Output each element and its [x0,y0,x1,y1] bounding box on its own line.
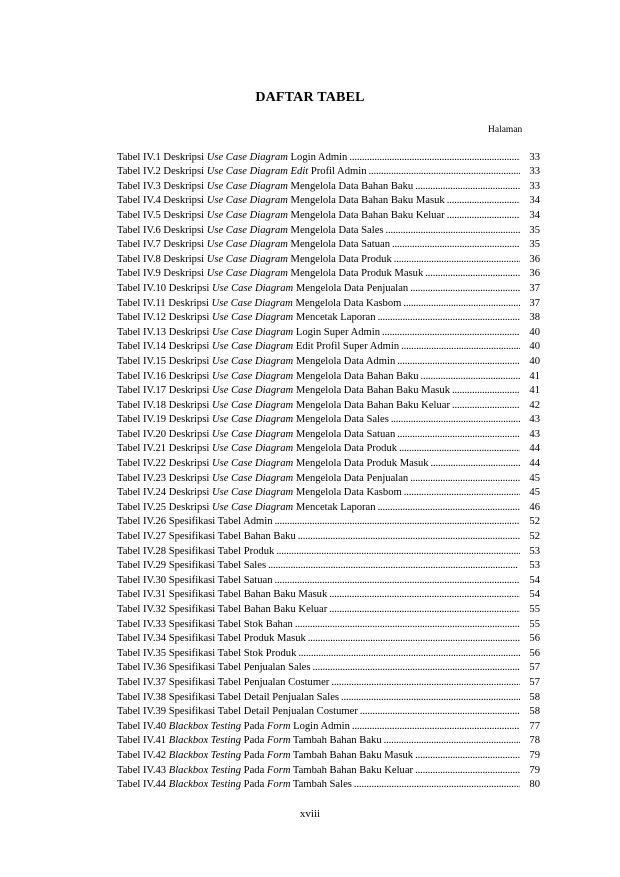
toc-entry-page: 58 [529,691,540,703]
toc-entry-title [117,371,419,383]
dot-leader [447,195,520,207]
toc-entry-text: Pada [241,764,267,776]
toc-entry-text: Tabel IV.22 Deskripsi [117,458,212,470]
toc-entry-text: Tabel IV.33 Spesifikasi Tabel Stok Bahan [117,618,293,630]
toc-entry-text: Tabel IV.8 Deskripsi [117,253,207,265]
dot-leader [404,487,520,499]
toc-entry-italic-term: Use Case Diagram Edit [206,166,309,178]
toc-entry-italic-term: Use Case Diagram [206,195,288,207]
toc-entry[interactable] [117,689,540,704]
toc-entry-text: Login Admin [290,720,350,732]
dot-leader [312,662,520,674]
toc-entry-title [117,283,408,295]
toc-entry-text: Mengelola Data Bahan Baku [287,180,414,192]
dot-leader [415,750,520,762]
toc-entry[interactable] [117,704,540,719]
toc-entry-page: 53 [529,545,540,557]
dot-leader [369,166,521,178]
toc-entry[interactable] [117,266,540,281]
toc-entry[interactable] [117,470,540,485]
toc-entry-page: 41 [529,370,540,382]
toc-entry-page: 80 [529,779,540,791]
dot-leader [415,765,520,777]
toc-entry-page: 41 [529,385,540,397]
toc-entry-italic-term: Use Case Diagram [211,414,294,426]
toc-entry-page: 35 [529,224,540,236]
toc-entry-italic-term: Use Case Diagram [211,428,294,440]
toc-entry-text: Tambah Bahan Baku [290,735,382,747]
toc-entry-italic-term: Use Case Diagram [206,224,288,236]
toc-entry-italic-term: Form [266,749,291,761]
toc-entry-italic-term: Blackbox Testing [168,749,242,761]
toc-entry-title [117,473,408,485]
toc-entry-text: Tabel IV.15 Deskripsi [117,355,212,367]
toc-entry-italic-term: Use Case Diagram [206,151,288,163]
toc-entry-title [117,633,306,645]
toc-entry-italic-term: Use Case Diagram [206,180,288,192]
toc-entry-title [117,268,423,280]
toc-entry[interactable] [117,426,540,441]
toc-entry-text: Mengelola Data Admin [293,355,396,367]
toc-entry-italic-term: Use Case Diagram [211,341,294,353]
dot-leader [391,414,520,426]
toc-entry[interactable] [117,485,540,500]
toc-entry-text: Tabel IV.16 Deskripsi [117,370,212,382]
toc-entry-text: Tambah Sales [290,779,352,791]
toc-entry-page: 79 [529,764,540,776]
toc-entry-text: Mengelola Data Bahan Baku Keluar [287,209,445,221]
toc-entry-page: 46 [529,501,540,513]
toc-entry[interactable] [117,368,540,383]
toc-entry-text: Mencetak Laporan [293,312,376,324]
toc-entry-page: 77 [529,720,540,732]
dot-leader [425,268,520,280]
dot-leader [403,298,520,310]
toc-entry-text: Tambah Bahan Baku Masuk [290,749,414,761]
toc-entry-page: 35 [529,239,540,251]
toc-entry-page: 34 [529,209,540,221]
toc-entry-text: Tabel IV.14 Deskripsi [117,341,212,353]
toc-entry-text: Tabel IV.31 Spesifikasi Tabel Bahan Baku Masuk [117,589,328,601]
dot-leader [295,619,520,631]
toc-entry-page: 33 [529,151,540,163]
dot-leader [268,560,520,572]
toc-entry-text: Mengelola Data Produk [287,253,392,265]
toc-entry-page: 56 [529,633,540,645]
toc-entry[interactable] [117,251,540,266]
toc-entry-text: Tabel IV.42 [117,749,169,761]
toc-entry-text: Tabel IV.6 Deskripsi [117,224,207,236]
toc-entry[interactable] [117,674,540,689]
toc-entry-text: Pada [241,720,267,732]
toc-entry-title [117,356,395,368]
toc-entry[interactable] [117,499,540,514]
toc-entry[interactable] [117,149,540,164]
toc-entry-italic-term: Use Case Diagram [211,458,294,470]
toc-entry-italic-term: Use Case Diagram [211,312,294,324]
toc-entry-title [117,210,445,222]
dot-leader [386,225,520,237]
page-number: xviii [299,808,321,820]
dot-leader [421,371,520,383]
toc-entry-page: 56 [529,647,540,659]
toc-entry[interactable] [117,178,540,193]
toc-entry-italic-term: Use Case Diagram [211,385,294,397]
toc-entry[interactable] [117,207,540,222]
toc-entry-page: 43 [529,414,540,426]
toc-entry[interactable] [117,718,540,733]
toc-entry-italic-term: Use Case Diagram [211,355,294,367]
toc-entry-italic-term: Use Case Diagram [206,209,288,221]
toc-entry-text: Tabel IV.2 Deskripsi [117,166,207,178]
toc-entry-page: 54 [529,574,540,586]
dot-leader [298,531,520,543]
toc-entry[interactable] [117,295,540,310]
toc-entry-title [117,400,450,412]
toc-entry[interactable] [117,587,540,602]
toc-entry[interactable] [117,193,540,208]
toc-entry-italic-term: Use Case Diagram [211,326,294,338]
dot-leader [447,210,520,222]
toc-entry-title [117,327,380,339]
toc-entry-text: Mengelola Data Sales [293,414,389,426]
toc-entry-page: 36 [529,253,540,265]
toc-entry[interactable] [117,733,540,748]
toc-entry-italic-term: Blackbox Testing [168,720,242,732]
toc-entry[interactable] [117,601,540,616]
toc-entry-italic-term: Use Case Diagram [211,472,294,484]
toc-entry-page: 54 [529,589,540,601]
toc-entry-italic-term: Use Case Diagram [211,297,293,309]
toc-entry[interactable] [117,572,540,587]
toc-entry[interactable] [117,222,540,237]
toc-entry-title [117,648,296,660]
toc-entry-page: 33 [529,180,540,192]
toc-entry-title [117,312,376,324]
toc-entry-italic-term: Use Case Diagram [206,268,288,280]
toc-entry-italic-term: Form [266,735,291,747]
toc-entry-title [117,239,390,251]
toc-entry-text: Tabel IV.13 Deskripsi [117,326,212,338]
toc-entry-text: Mengelola Data Satuan [287,239,390,251]
dot-leader [331,677,520,689]
dot-leader [378,502,520,514]
toc-entry-title [117,254,392,266]
toc-entry-page: 78 [529,735,540,747]
dot-leader [352,721,520,733]
dot-leader [354,779,520,791]
toc-entry-text: Mencetak Laporan [293,501,376,513]
toc-entry[interactable] [117,324,540,339]
table-of-tables [117,149,540,791]
toc-entry-text: Mengelola Data Bahan Baku Masuk [287,195,445,207]
toc-entry-page: 36 [529,268,540,280]
toc-entry-title [117,589,327,601]
dot-leader [308,633,520,645]
dot-leader [410,283,520,295]
toc-entry[interactable] [117,528,540,543]
toc-entry-italic-term: Use Case Diagram [211,501,294,513]
toc-entry[interactable] [117,397,540,412]
toc-entry[interactable] [117,441,540,456]
toc-entry-text: Tabel IV.20 Deskripsi [117,428,212,440]
toc-entry-text: Tabel IV.36 Spesifikasi Tabel Penjualan Sales [117,662,311,674]
toc-entry-italic-term: Use Case Diagram [211,399,294,411]
toc-entry-text: Tabel IV.18 Deskripsi [117,399,212,411]
toc-entry-text: Pada [241,749,267,761]
toc-entry-text: Mengelola Data Produk [293,443,398,455]
toc-entry-page: 57 [529,662,540,674]
toc-entry-page: 44 [529,458,540,470]
toc-entry-page: 38 [529,312,540,324]
toc-entry-title [117,531,296,543]
toc-entry-italic-term: Form [266,764,291,776]
toc-entry-text: Tabel IV.7 Deskripsi [117,239,207,251]
dot-leader [392,239,520,251]
dot-leader [410,473,520,485]
toc-entry-page: 57 [529,676,540,688]
toc-entry-page: 45 [529,472,540,484]
toc-entry-text: Tabel IV.21 Deskripsi [117,443,212,455]
toc-entry-italic-term: Use Case Diagram [211,443,294,455]
dot-leader [394,254,520,266]
toc-entry-title [117,677,329,689]
toc-entry-italic-term: Use Case Diagram [211,370,294,382]
toc-entry-title [117,735,382,747]
toc-entry-text: Profil Admin [308,166,367,178]
toc-entry-text: Tabel IV.23 Deskripsi [117,472,212,484]
toc-entry-text: Tabel IV.1 Deskripsi [117,151,207,163]
toc-entry-title [117,152,347,164]
toc-entry[interactable] [117,353,540,368]
toc-entry-title [117,516,273,528]
toc-entry-text: Pada [241,779,267,791]
dot-leader [378,312,520,324]
toc-entry[interactable] [117,514,540,529]
toc-entry[interactable] [117,660,540,675]
toc-entry[interactable] [117,747,540,762]
toc-entry-title [117,502,376,514]
toc-entry[interactable] [117,777,540,792]
toc-entry-italic-term: Blackbox Testing [168,764,242,776]
toc-entry-title [117,662,310,674]
toc-entry-title [117,443,397,455]
toc-entry-title [117,429,395,441]
dot-leader [341,692,520,704]
dot-leader [382,327,520,339]
toc-entry-title [117,458,429,470]
dot-leader [276,546,520,558]
toc-entry-title [117,692,339,704]
toc-entry-title [117,487,402,499]
toc-entry-text: Mengelola Data Penjualan [293,282,409,294]
dot-leader [298,648,520,660]
toc-entry[interactable] [117,762,540,777]
dot-leader [397,356,520,368]
toc-entry[interactable] [117,455,540,470]
toc-entry-page: 44 [529,443,540,455]
toc-entry-page: 33 [529,166,540,178]
toc-entry-page: 37 [529,282,540,294]
toc-entry[interactable] [117,543,540,558]
dot-leader [349,152,520,164]
toc-entry[interactable] [117,631,540,646]
toc-entry[interactable] [117,383,540,398]
toc-entry[interactable] [117,339,540,354]
dot-leader [275,575,520,587]
toc-entry-title [117,546,274,558]
toc-entry-text: Tabel IV.28 Spesifikasi Tabel Produk [117,545,275,557]
toc-entry-text: Login Super Admin [293,326,381,338]
toc-entry-title [117,385,450,397]
toc-entry-text: Mengelola Data Produk Masuk [287,268,424,280]
toc-entry-text: Mengelola Data Bahan Baku [293,370,419,382]
toc-entry-title [117,195,445,207]
toc-entry-text: Mengelola Data Kasbom [293,487,402,499]
toc-entry-text: Tabel IV.26 Spesifikasi Tabel Admin [117,516,273,528]
toc-entry-page: 55 [529,618,540,630]
toc-entry-text: Tabel IV.5 Deskripsi [117,209,207,221]
toc-entry-italic-term: Use Case Diagram [206,239,288,251]
toc-entry-text: Tabel IV.10 Deskripsi [117,282,212,294]
toc-entry-page: 40 [529,326,540,338]
toc-entry[interactable] [117,616,540,631]
toc-entry-text: Mengelola Data Sales [287,224,384,236]
toc-entry-page: 55 [529,604,540,615]
toc-entry-text: Tabel IV.3 Deskripsi [117,180,207,192]
dot-leader [452,400,520,412]
toc-entry-text: Tabel IV.25 Deskripsi [117,501,212,513]
toc-entry-title [117,298,401,310]
toc-entry-page: 53 [529,560,540,572]
toc-entry[interactable] [117,558,540,573]
toc-entry-page: 52 [529,516,540,528]
toc-entry-text: Tabel IV.11 Deskripsi [117,297,212,309]
toc-entry-text: Mengelola Data Kasbom [292,297,402,309]
dot-leader [431,458,520,470]
toc-entry-title [117,779,352,791]
toc-entry-title [117,414,389,426]
toc-entry-page: 58 [529,706,540,718]
toc-entry-text: Tabel IV.37 Spesifikasi Tabel Penjualan Costumer [117,676,330,688]
toc-entry-text: Tabel IV.32 Spesifikasi Tabel Bahan Baku Keluar [117,604,328,615]
toc-entry-page: 42 [529,399,540,411]
page-title: DAFTAR TABEL [255,90,365,105]
toc-entry-italic-term: Blackbox Testing [168,779,242,791]
toc-entry[interactable] [117,280,540,295]
toc-entry[interactable] [117,645,540,660]
toc-entry-italic-term: Use Case Diagram [206,253,288,265]
toc-entry-text: Tabel IV.35 Spesifikasi Tabel Stok Produk [117,647,297,659]
toc-entry-text: Login Admin [287,151,348,163]
toc-entry-title [117,575,273,587]
toc-entry[interactable] [117,164,540,179]
toc-entry-text: Tabel IV.38 Spesifikasi Tabel Detail Penjualan Sales [117,691,340,703]
dot-leader [329,604,520,616]
dot-leader [401,341,520,353]
toc-entry-title [117,181,413,193]
toc-entry-title [117,341,399,353]
toc-entry-title [117,225,384,237]
toc-entry-page: 37 [529,297,540,309]
dot-leader [384,735,520,747]
toc-entry-text: Tabel IV.43 [117,764,169,776]
toc-entry-page: 34 [529,195,540,207]
toc-entry-text: Tabel IV.12 Deskripsi [117,312,212,324]
toc-entry-page: 40 [529,355,540,367]
toc-entry-text: Tabel IV.27 Spesifikasi Tabel Bahan Baku [117,531,296,543]
toc-entry[interactable] [117,412,540,427]
toc-entry-text: Tabel IV.39 Spesifikasi Tabel Detail Penjualan Costumer [117,706,358,718]
toc-entry-text: Mengelola Data Bahan Baku Keluar [293,399,450,411]
toc-entry-text: Tabel IV.17 Deskripsi [117,385,212,397]
toc-entry[interactable] [117,310,540,325]
dot-leader [360,706,520,718]
toc-entry-title [117,619,293,631]
toc-entry-italic-term: Form [266,779,291,791]
toc-entry-text: Tabel IV.30 Spesifikasi Tabel Satuan [117,574,273,586]
toc-entry-text: Mengelola Data Produk Masuk [293,458,429,470]
toc-entry-title [117,560,266,572]
toc-entry-title [117,750,413,762]
toc-entry-title [117,706,358,718]
toc-entry-text: Mengelola Data Bahan Baku Masuk [293,385,451,397]
dot-leader [397,429,520,441]
toc-entry-title [117,765,413,777]
toc-entry-text: Tabel IV.40 [117,720,169,732]
toc-entry-text: Tabel IV.4 Deskripsi [117,195,207,207]
toc-entry-page: 79 [529,749,540,761]
toc-entry-text: Tabel IV.29 Spesifikasi Tabel Sales [117,560,267,572]
toc-entry-text: Tabel IV.44 [117,779,169,791]
toc-entry-text: Mengelola Data Penjualan [293,472,409,484]
toc-entry-text: Edit Profil Super Admin [293,341,400,353]
dot-leader [399,443,520,455]
toc-entry-text: Tabel IV.24 Deskripsi [117,487,212,499]
toc-entry-page: 40 [529,341,540,353]
toc-entry-text: Tabel IV.41 [117,735,169,747]
toc-entry-title [117,604,327,616]
toc-entry-text: Tabel IV.34 Spesifikasi Tabel Produk Masuk [117,633,306,645]
toc-entry-text: Tambah Bahan Baku Keluar [290,764,414,776]
toc-entry-text: Mengelola Data Satuan [293,428,396,440]
toc-entry-title [117,721,350,733]
toc-entry-italic-term: Use Case Diagram [211,487,294,499]
toc-entry-italic-term: Blackbox Testing [168,735,242,747]
dot-leader [329,589,520,601]
dot-leader [452,385,520,397]
toc-entry-title [117,166,367,178]
toc-entry-text: Tabel IV.9 Deskripsi [117,268,207,280]
page-column-header: Halaman [488,125,523,135]
dot-leader [275,516,520,528]
toc-entry[interactable] [117,237,540,252]
dot-leader [415,181,520,193]
toc-entry-italic-term: Use Case Diagram [211,282,294,294]
toc-entry-page: 45 [529,487,540,499]
toc-entry-text: Tabel IV.19 Deskripsi [117,414,212,426]
toc-entry-page: 43 [529,428,540,440]
toc-entry-page: 52 [529,531,540,543]
toc-entry-italic-term: Form [266,720,291,732]
toc-entry-text: Pada [241,735,267,747]
